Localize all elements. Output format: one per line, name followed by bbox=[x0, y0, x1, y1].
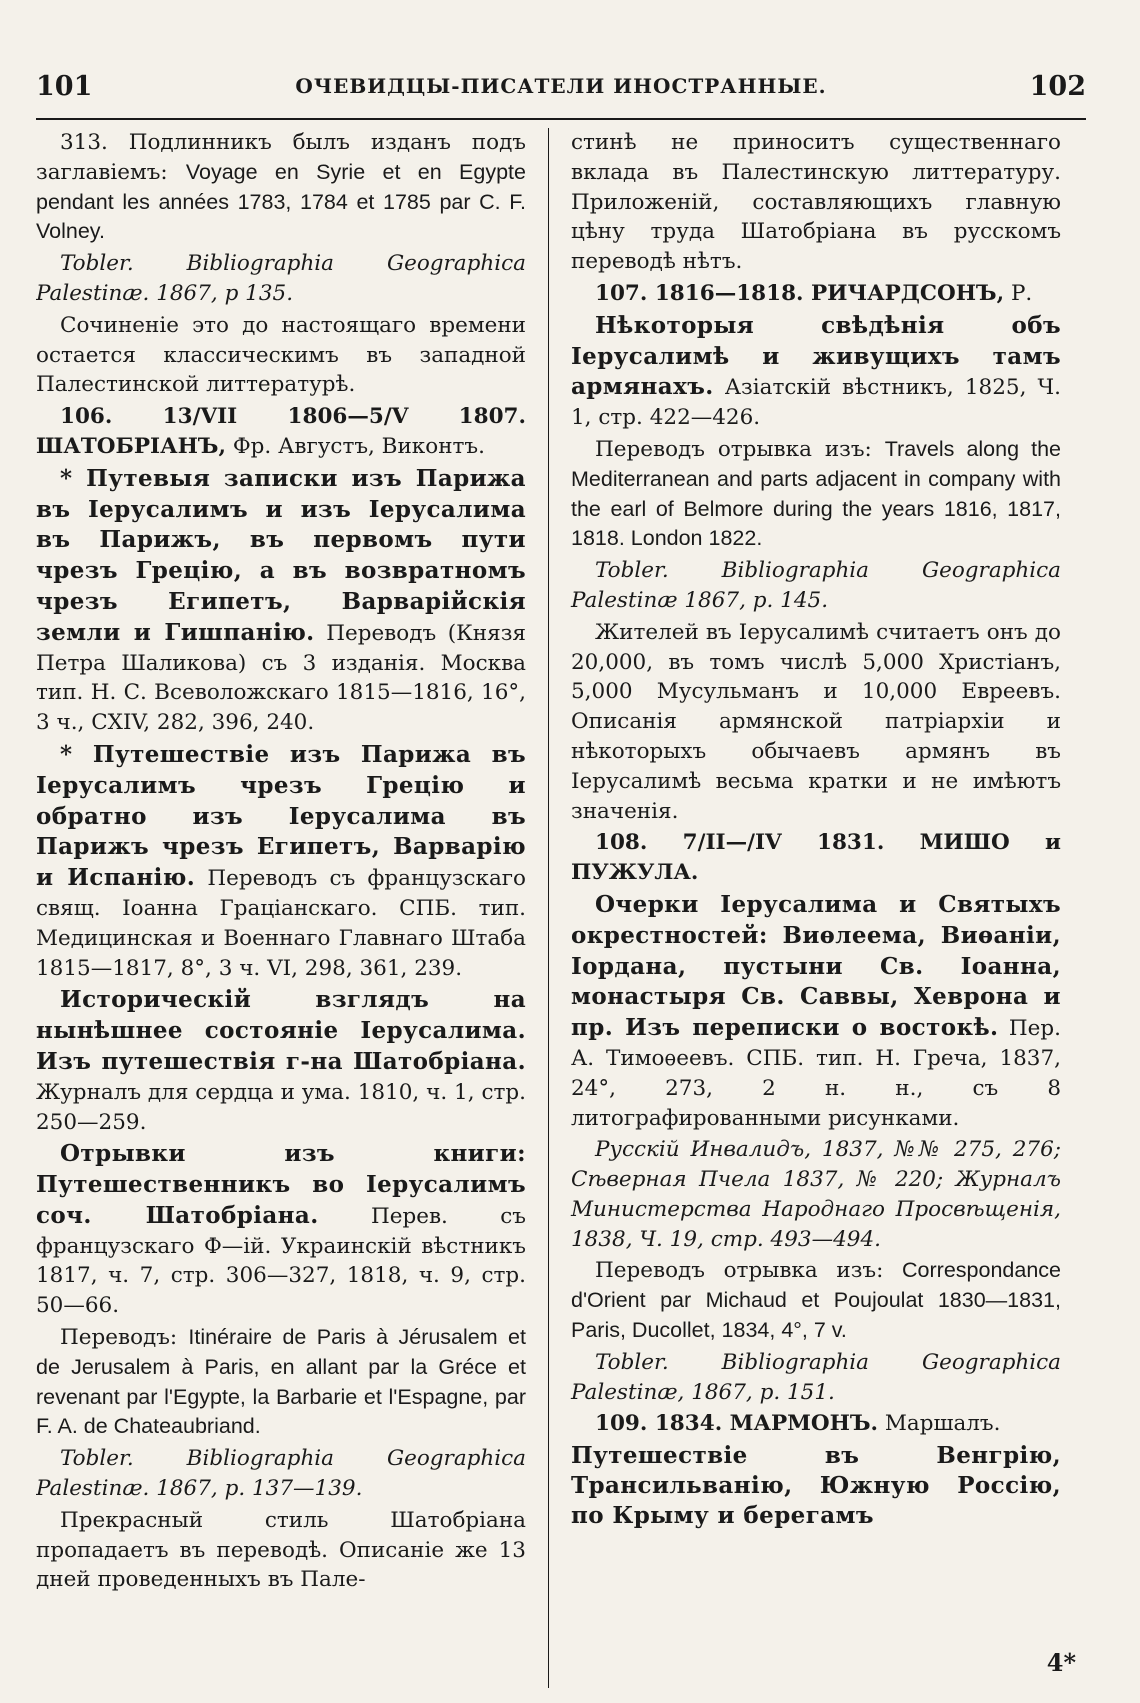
entry-number-author: 107. 1816—1818. РИЧАРДСОНЪ, bbox=[595, 280, 1005, 306]
work-title: * Путешествіе изъ Парижа въ Іерусалимъ чрезъ Грецію и обратно изъ Іерусалима въ Парижъ чрезъ Египетъ, Варварію и Испанію. bbox=[36, 740, 526, 892]
right-column bbox=[548, 128, 1061, 1688]
translation-source bbox=[571, 435, 1061, 554]
tobler-reference: Tobler. Bibliographia Geographica Palestinæ. 1867, p. 137—139. bbox=[36, 1446, 526, 1502]
entry-heading-108 bbox=[571, 828, 1061, 888]
entry-heading-107 bbox=[571, 279, 1061, 309]
work-title: Нѣкоторыя свѣдѣнія объ Іерусалимѣ и живущихъ тамъ армянахъ. bbox=[571, 311, 1061, 401]
work-title: Отрывки изъ книги: Путешественникъ во Іерусалимъ соч. Шатобріана. bbox=[36, 1140, 526, 1229]
page-number-right: 102 bbox=[1029, 70, 1086, 102]
author-initial: Р. bbox=[1004, 280, 1033, 306]
bib-entry bbox=[571, 311, 1061, 433]
translation-source bbox=[571, 1256, 1061, 1345]
two-column-body bbox=[36, 128, 1086, 1688]
publication-details: Азіатскій вѣстникъ, 1825, Ч. 1, стр. 422—426. bbox=[571, 375, 1061, 431]
left-column bbox=[36, 128, 548, 1688]
entry-number-author: 109. 1834. МАРМОНЪ. bbox=[595, 1411, 879, 1437]
bib-entry bbox=[36, 1139, 526, 1321]
bib-entry bbox=[36, 985, 526, 1137]
page-number-left: 101 bbox=[36, 70, 93, 102]
publication-details: Пер. А. Тимоѳеевъ. СПБ. тип. Н. Греча, 1837, 24°, 273, 2 н. н., съ 8 литографированными рисунками. bbox=[571, 1016, 1061, 1131]
volney-note bbox=[36, 128, 526, 247]
commentary: Прекрасный стиль Шатобріана пропадаетъ въ переводѣ. Описаніе же 13 дней проведенныхъ въ Пале- bbox=[36, 1507, 526, 1593]
running-title: ОЧЕВИДЦЫ-ПИСАТЕЛИ ИНОСТРАННЫЕ. bbox=[295, 74, 827, 98]
english-title: Travels along the Mediterranean and parts adjacent in company with the earl of Belmore during the years 1816, 1817, 1818. London 1822. bbox=[571, 436, 1061, 551]
label: Переводъ: bbox=[60, 1325, 189, 1351]
publication-details: Перев. съ французскаго Ф—ій. Украинскій вѣстникъ 1817, ч. 7, стр. 306—327, 1818, ч. 9, стр. 50—66. bbox=[36, 1203, 526, 1319]
label: Переводъ отрывка изъ: bbox=[595, 436, 885, 462]
tobler-reference: Tobler. Bibliographia Geographica Palestinæ, 1867, p. 151. bbox=[571, 1349, 1061, 1405]
page-header bbox=[36, 66, 1086, 120]
tobler-reference: Tobler. Bibliographia Geographica Palestinæ. 1867, p 135. bbox=[36, 251, 526, 306]
work-title: * Путевыя записки изъ Парижа въ Іерусалимъ и изъ Іерусалима въ Парижъ, въ первомъ пути чрезъ Грецію, а въ возвратномъ чрезъ Египетъ, Варварійскія земли и Гишпанію. bbox=[36, 464, 526, 646]
entry-number-author: 108. 7/II—/IV 1831. МИШО и ПУЖУЛА. bbox=[571, 830, 1061, 886]
french-title: Itinéraire de Paris à Jérusalem et de Jerusalem à Paris, en allant par la Gréce et revenant par l'Egypte, la Barbarie et l'Espagne, par F. A. de Chateaubriand. bbox=[36, 1325, 526, 1439]
french-title: Correspondance d'Orient par Michaud et Poujoulat 1830—1831, Paris, Ducollet, 1834, 4°, 7 v. bbox=[571, 1258, 1061, 1343]
entry-number-author: 106. 13/VII 1806—5/V 1807. ШАТОБРІАНЪ, bbox=[36, 404, 526, 459]
bib-entry bbox=[36, 464, 526, 738]
translation-source bbox=[36, 1323, 526, 1442]
author-name: Фр. Августъ, Виконтъ. bbox=[225, 433, 485, 459]
work-title: Путешествіе въ Венгрію, Трансильванію, Южную Россію, по Крыму и берегамъ bbox=[571, 1442, 1061, 1529]
bib-entry bbox=[571, 890, 1061, 1133]
french-title: Voyage en Syrie et en Egypte pendant les années 1783, 1784 et 1785 par C. F. Volney. bbox=[36, 159, 526, 244]
note-text: 313. Подлинникъ былъ изданъ подъ заглавіемъ: bbox=[36, 130, 526, 185]
publication-details: Переводъ съ французскаго свящ. Іоанна Граціанскаго. СПБ. тип. Медицинская и Военнаго Главнаго Штаба 1815—1817, 8°, 3 ч. VI, 298, 361, 239. bbox=[36, 866, 526, 981]
publication-details: Переводъ (Князя Петра Шаликова) съ 3 изданія. Москва тип. Н. С. Всеволожскаго 1815—1816, 16°, 3 ч., CXIV, 282, 396, 240. bbox=[36, 620, 526, 736]
publication-details: Журналъ для сердца и ума. 1810, ч. 1, стр. 250—259. bbox=[36, 1079, 526, 1135]
entry-heading-106 bbox=[36, 402, 526, 462]
tobler-reference: Tobler. Bibliographia Geographica Palestinæ 1867, p. 145. bbox=[571, 558, 1061, 613]
bib-entry bbox=[36, 740, 526, 983]
commentary: Сочиненіе это до настоящаго времени остается классическимъ въ западной Палестинской литтературѣ. bbox=[36, 312, 526, 398]
commentary-continued: стинѣ не приноситъ существеннаго вклада въ Палестинскую литтературу. Приложеній, составляющихъ главную цѣну труда Шатобріана въ русскомъ переводѣ нѣтъ. bbox=[571, 130, 1061, 275]
label: Переводъ отрывка изъ: bbox=[595, 1258, 903, 1284]
commentary: Жителей въ Іерусалимѣ считаетъ онъ до 20,000, въ томъ числѣ 5,000 Христіанъ, 5,000 Мусульманъ и 10,000 Евреевъ. Описанія армянской патріархіи и нѣкоторыхъ обычаевъ армянъ въ Іерусалимѣ весьма кратки и не имѣютъ значенія. bbox=[571, 619, 1061, 824]
signature-mark: 4* bbox=[1046, 1648, 1076, 1677]
periodical-references: Русскій Инвалидъ, 1837, №№ 275, 276; Сѣверная Пчела 1837, № 220; Журналъ Министерства Народнаго Просвѣщенія, 1838, Ч. 19, стр. 493—494. bbox=[571, 1137, 1061, 1252]
work-title: Очерки Іерусалима и Святыхъ окрестностей: Виѳлеема, Виѳаніи, Іордана, пустыни Св. Іоанна, монастыря Св. Саввы, Хеврона и пр. Изъ переписки о востокѣ. bbox=[571, 890, 1061, 1042]
entry-heading-109 bbox=[571, 1409, 1061, 1439]
work-title: Историческій взглядъ на нынѣшнее состояніе Іерусалима. Изъ путешествія г-на Шатобріана. bbox=[36, 986, 526, 1075]
author-rank: Маршалъ. bbox=[878, 1411, 1001, 1437]
